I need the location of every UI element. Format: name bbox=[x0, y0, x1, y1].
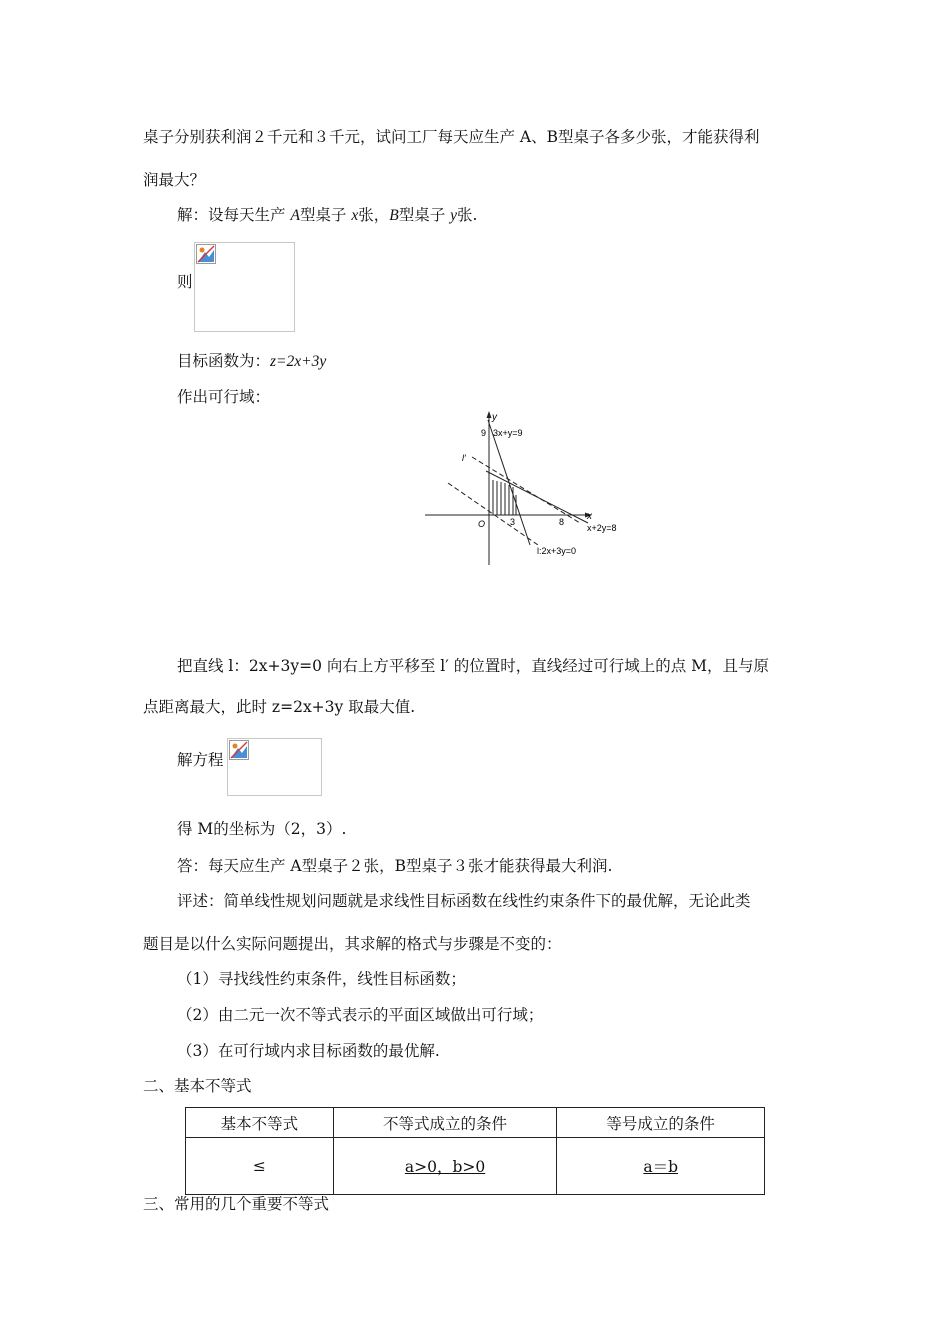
y-axis-label: y bbox=[492, 412, 497, 423]
setup-var-x: x bbox=[351, 207, 359, 224]
label-line-l-prime: l′ bbox=[462, 453, 466, 463]
step-1: （1）寻找线性约束条件，线性目标函数； bbox=[177, 970, 466, 988]
review-line-2: 题目是以什么实际问题提出，其求解的格式与步骤是不变的： bbox=[143, 935, 562, 953]
label-line-l: l:2x+3y=0 bbox=[537, 546, 577, 556]
broken-image-icon bbox=[196, 244, 216, 264]
problem-text-line-1: 桌子分别获利润２千元和３千元，试问工厂每天应生产 A、B型桌子各多少张，才能获得利 bbox=[143, 128, 760, 146]
table-header-cell: 基本不等式 bbox=[186, 1108, 334, 1138]
section-3-title: 三、常用的几个重要不等式 bbox=[143, 1195, 330, 1213]
coordinate-result: 得 M的坐标为（2，3）. bbox=[177, 820, 347, 838]
step-3: （3）在可行域内求目标函数的最优解. bbox=[177, 1042, 440, 1060]
equality-condition-text: a＝b bbox=[643, 1158, 679, 1176]
x-axis-label: x bbox=[587, 511, 592, 522]
table-cell: ≤ bbox=[186, 1138, 334, 1195]
tick-8: 8 bbox=[559, 517, 565, 527]
solve-equations-label: 解方程 bbox=[177, 751, 224, 769]
feasible-region-label: 作出可行域： bbox=[177, 388, 271, 406]
setup-text: 型桌子 bbox=[398, 206, 451, 224]
table-header-row bbox=[186, 1108, 765, 1138]
broken-image-icon bbox=[229, 740, 249, 760]
tick-3: 3 bbox=[510, 517, 516, 527]
review-line-1: 评述：简单线性规划问题就是求线性目标函数在线性约束条件下的最优解，无论此类 bbox=[177, 892, 751, 910]
setup-text: 型桌子 bbox=[299, 206, 352, 224]
explanation-line-2: 点距离最大，此时 z=2x+3y 取最大值. bbox=[143, 698, 416, 716]
label-3x-plus-y-eq-9: 3x+y=9 bbox=[493, 428, 523, 438]
setup-var-y: y bbox=[450, 207, 458, 224]
line-l-prime bbox=[472, 457, 580, 523]
objective-expression: z=2x+3y bbox=[270, 353, 327, 370]
table-row bbox=[186, 1138, 765, 1195]
section-2-title: 二、基本不等式 bbox=[143, 1077, 252, 1095]
step-2: （2）由二元一次不等式表示的平面区域做出可行域； bbox=[177, 1006, 544, 1024]
table-cell bbox=[557, 1138, 765, 1195]
setup-var-a: A bbox=[290, 207, 300, 224]
setup-prefix: 解：设每天生产 bbox=[177, 206, 291, 224]
feasible-region-graph bbox=[420, 405, 640, 570]
feasible-region-hatching bbox=[493, 480, 516, 515]
setup-var-b: B bbox=[389, 207, 399, 224]
table-cell bbox=[333, 1138, 557, 1195]
y-axis-arrow-icon bbox=[487, 411, 492, 418]
setup-end: 张. bbox=[457, 206, 478, 224]
objective-line bbox=[177, 351, 326, 372]
basic-inequality-table bbox=[185, 1107, 765, 1195]
objective-label: 目标函数为： bbox=[177, 352, 271, 370]
answer-line: 答：每天应生产 A型桌子２张，B型桌子３张才能获得最大利润. bbox=[177, 857, 613, 875]
table-header-cell: 不等式成立的条件 bbox=[333, 1108, 557, 1138]
explanation-line-1: 把直线 l：2x+3y=0 向右上方平移至 l′ 的位置时，直线经过可行域上的点 M，且与原 bbox=[177, 657, 769, 675]
table-header-cell: 等号成立的条件 bbox=[557, 1108, 765, 1138]
solution-setup bbox=[177, 205, 477, 226]
then-label: 则 bbox=[177, 273, 193, 291]
origin-label: O bbox=[478, 519, 486, 529]
setup-text: 张， bbox=[358, 206, 390, 224]
condition-text: a>0，b>0 bbox=[404, 1158, 486, 1176]
label-x-plus-2y-eq-8: x+2y=8 bbox=[587, 523, 617, 533]
problem-text-line-2: 润最大？ bbox=[143, 171, 206, 189]
tick-9: 9 bbox=[481, 428, 487, 438]
